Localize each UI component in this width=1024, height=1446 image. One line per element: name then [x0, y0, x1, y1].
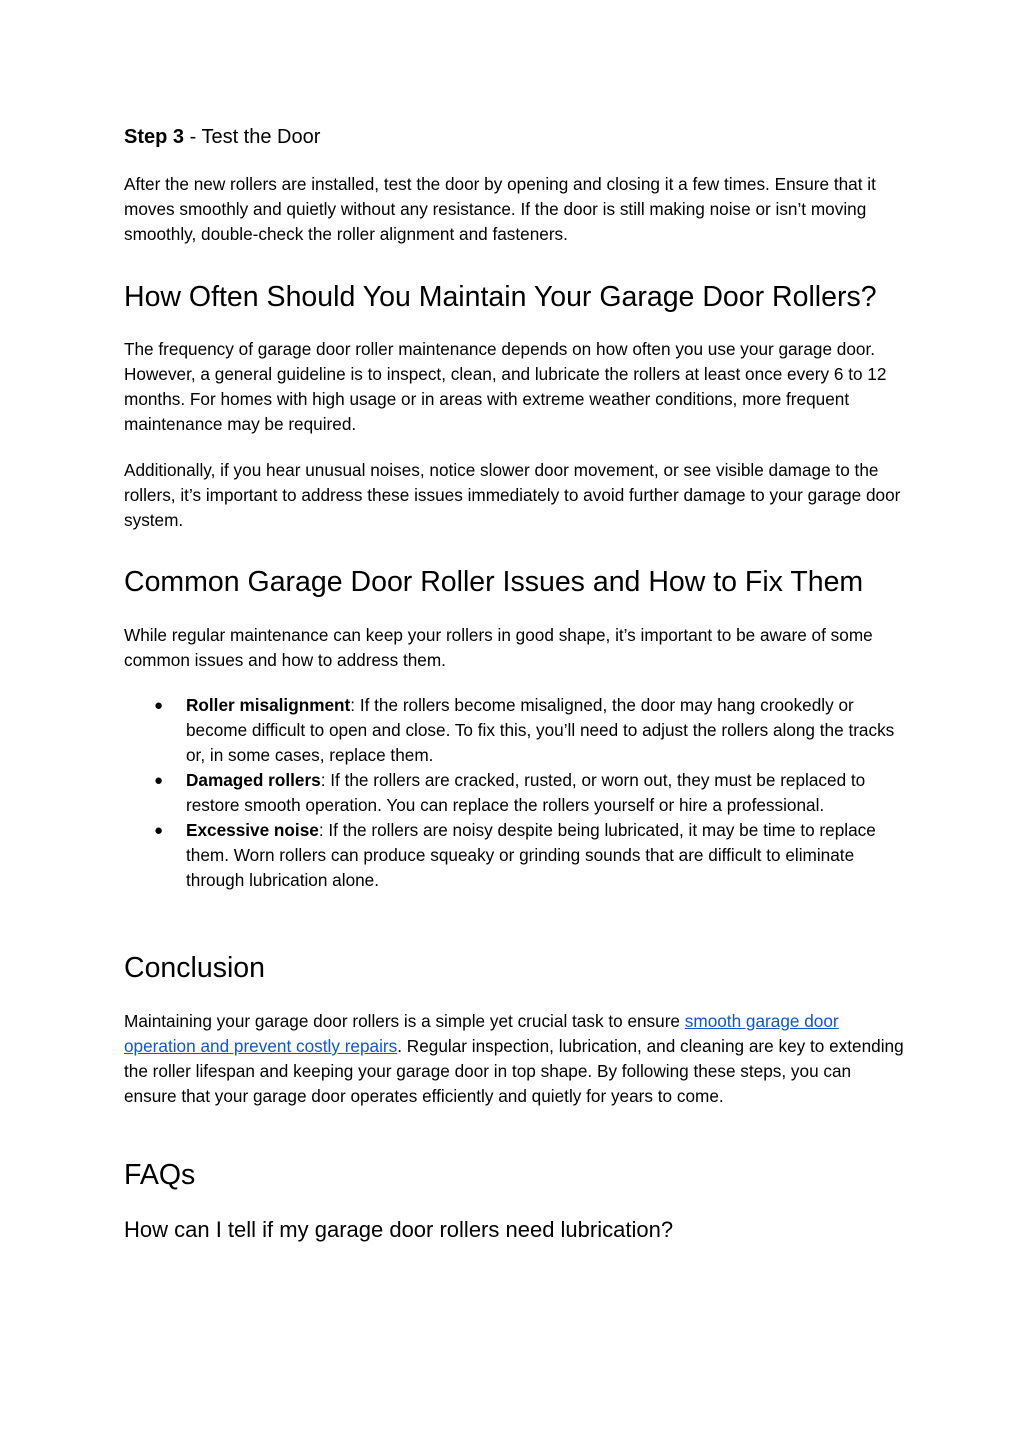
step-3-label: Step 3: [124, 126, 185, 148]
issues-heading: Common Garage Door Roller Issues and How to Fix Them: [124, 566, 864, 598]
issue-text: : If the rollers become misaligned, the door may hang crookedly or become difficult to open and close. To fix this, you’ll need to adjust the rollers along the tracks or, in some cases, replace them.: [186, 695, 895, 765]
issue-term: Excessive noise: [186, 820, 319, 840]
bullet-icon: ●: [154, 822, 164, 839]
step-3-title: - Test the Door: [184, 126, 321, 148]
bullet-icon: ●: [154, 697, 164, 714]
conclusion-heading: Conclusion: [124, 952, 265, 984]
list-item: [124, 693, 904, 768]
conclusion-text-after: . Regular inspection, lubrication, and cleaning are key to extending the roller lifespan and keeping your garage door in top shape. By following these steps, you can ensure that your garage door operates efficiently and quietly for years to come.: [124, 1036, 904, 1106]
maintain-paragraph-1: The frequency of garage door roller maintenance depends on how often you use your garage door. However, a general guideline is to inspect, clean, and lubricate the rollers at least once every 6 to 12 months. For homes with high usage or in areas with extreme weather conditions, more frequent maintenance may be required.: [124, 339, 887, 434]
issue-term: Damaged rollers: [186, 770, 321, 790]
step-3-body: After the new rollers are installed, test the door by opening and closing it a few times. Ensure that it moves smoothly and quietly without any resistance. If the door is still making noise or isn’t moving smoothly, double-check the roller alignment and fasteners.: [124, 174, 876, 244]
list-item: [124, 768, 904, 818]
issues-intro: While regular maintenance can keep your rollers in good shape, it’s important to be aware of some common issues and how to address them.: [124, 625, 873, 670]
smooth-operation-link[interactable]: smooth garage door operation and prevent costly repairs: [124, 1011, 839, 1056]
step-3-heading: [124, 124, 320, 150]
issues-list: [124, 693, 904, 893]
bullet-icon: ●: [154, 772, 164, 789]
maintain-heading: How Often Should You Maintain Your Garage Door Rollers?: [124, 281, 877, 313]
faq-question-1: How can I tell if my garage door rollers need lubrication?: [124, 1217, 674, 1242]
issue-text: : If the rollers are noisy despite being lubricated, it may be time to replace them. Worn rollers can produce squeaky or grinding sounds that are difficult to eliminate through lubrication alone.: [186, 820, 876, 890]
maintain-paragraph-2: Additionally, if you hear unusual noises, notice slower door movement, or see visible damage to the rollers, it’s important to address these issues immediately to avoid further damage to your garage door system.: [124, 460, 901, 530]
issue-term: Roller misalignment: [186, 695, 351, 715]
conclusion-paragraph: [124, 1009, 904, 1109]
list-item: [124, 818, 904, 893]
conclusion-text-before: Maintaining your garage door rollers is a simple yet crucial task to ensure: [124, 1011, 685, 1031]
issue-text: : If the rollers are cracked, rusted, or worn out, they must be replaced to restore smooth operation. You can replace the rollers yourself or hire a professional.: [186, 770, 866, 815]
faqs-heading: FAQs: [124, 1159, 196, 1191]
